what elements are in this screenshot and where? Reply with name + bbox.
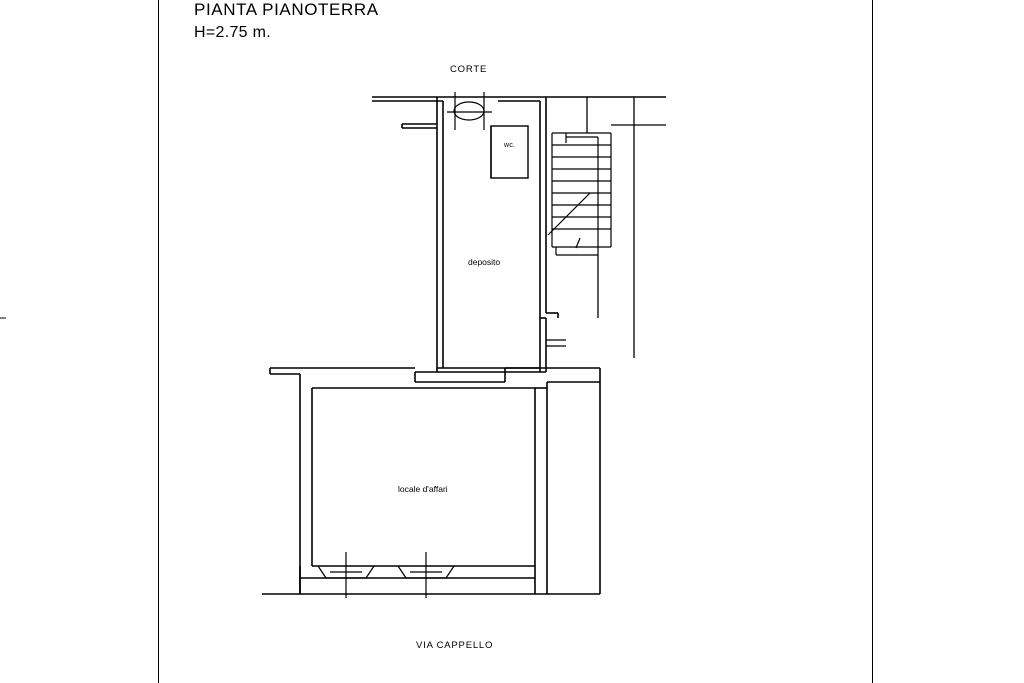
door-arc (454, 102, 484, 120)
label-wc: wc. (504, 142, 516, 149)
right-side-walls (546, 97, 666, 358)
upper-plan-walls (372, 97, 666, 382)
wc-room (491, 126, 528, 178)
page-title: PIANTA PIANOTERRA (194, 0, 379, 19)
label-corte: CORTE (450, 64, 488, 75)
stair-block (548, 133, 611, 255)
lower-plan-walls (262, 368, 600, 594)
label-locale-affari: locale d'affari (398, 484, 448, 494)
wc-walls (491, 126, 528, 178)
height-note: H=2.75 m. (194, 24, 271, 41)
label-deposito: deposito (468, 257, 501, 267)
label-via-cappello: VIA CAPPELLO (416, 640, 494, 651)
shopfront-openings (318, 552, 454, 598)
